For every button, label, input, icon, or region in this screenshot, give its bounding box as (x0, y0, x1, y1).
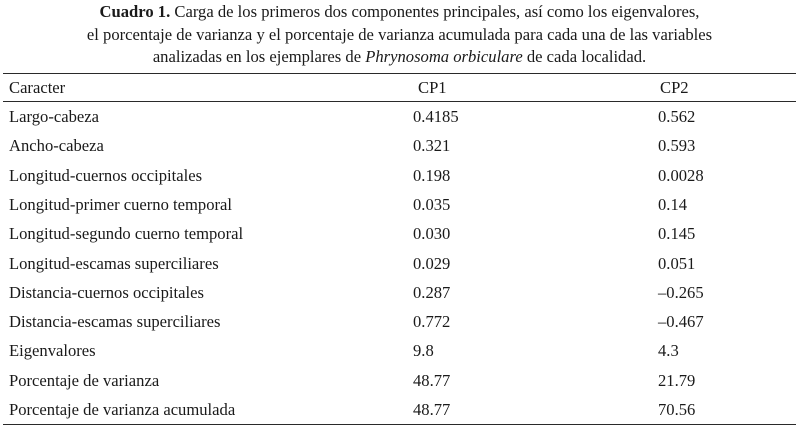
caption-text-1: Carga de los primeros dos componentes principales, así como los eigenvalores, (170, 2, 700, 21)
cp1-value: 0.030 (413, 224, 451, 244)
header-cp2: CP2 (660, 78, 689, 97)
cp2-value: –0.467 (658, 312, 704, 332)
cp1-value: 48.77 (413, 400, 451, 419)
cp2-value: 21.79 (658, 370, 696, 390)
caption-species: Phrynosoma orbiculare (365, 47, 523, 66)
row-label: Longitud-cuernos occipitales (9, 165, 203, 185)
table-row (0, 307, 799, 336)
cp2-value: 0.051 (658, 253, 696, 273)
caption-line-3 (0, 46, 799, 69)
table-header-row (0, 73, 799, 102)
row-label: Longitud-escamas superciliares (9, 253, 219, 273)
caption-text-4: de cada localidad. (522, 47, 647, 66)
cp2-value: 0.14 (658, 194, 688, 214)
caption-label: Cuadro 1. (99, 2, 171, 21)
table-row (0, 278, 799, 307)
cp1-value: 0.287 (413, 282, 451, 302)
cp2-value: –0.265 (658, 282, 704, 302)
table-row (0, 336, 799, 365)
row-label: Ancho-cabeza (9, 136, 104, 156)
table-bottom-rule (3, 424, 796, 425)
table-row (0, 131, 799, 160)
cp1-value: 0.198 (413, 165, 451, 185)
row-label: Eigenvalores (9, 341, 96, 361)
table-row (0, 366, 799, 395)
row-label: Porcentaje de varianza acumulada (9, 400, 236, 419)
cp2-value: 0.593 (658, 136, 696, 156)
header-cp1: CP1 (418, 78, 447, 97)
row-label: Largo-cabeza (9, 107, 99, 126)
table-row (0, 190, 799, 219)
table-row (0, 219, 799, 248)
caption-text-3: analizadas en los ejemplares de (152, 47, 366, 66)
cp1-value: 0.772 (413, 312, 451, 332)
caption-line-1 (0, 1, 799, 24)
table-row (0, 249, 799, 278)
cp1-value: 0.029 (413, 253, 451, 273)
cp1-value: 0.321 (413, 136, 451, 156)
row-label: Distancia-cuernos occipitales (9, 282, 204, 302)
caption-line-2: el porcentaje de varianza y el porcentaje de varianza acumulada para cada una de las variables (86, 24, 713, 44)
cp1-value: 9.8 (413, 341, 434, 361)
cp2-value: 0.562 (658, 107, 696, 126)
table-row (0, 395, 799, 424)
cp1-value: 0.035 (413, 194, 451, 214)
cp1-value: 0.4185 (413, 107, 459, 126)
cp2-value: 0.145 (658, 224, 696, 244)
row-label: Porcentaje de varianza (9, 370, 160, 390)
table-row (0, 161, 799, 190)
row-label: Longitud-segundo cuerno temporal (9, 224, 244, 244)
cp2-value: 0.0028 (658, 165, 704, 185)
cp1-value: 48.77 (413, 370, 451, 390)
cp2-value: 4.3 (658, 341, 679, 361)
header-caracter: Caracter (9, 78, 66, 97)
row-label: Distancia-escamas superciliares (9, 312, 221, 332)
cp2-value: 70.56 (658, 400, 696, 419)
table-caption (0, 1, 799, 69)
table-row (0, 102, 799, 131)
row-label: Longitud-primer cuerno temporal (9, 194, 233, 214)
